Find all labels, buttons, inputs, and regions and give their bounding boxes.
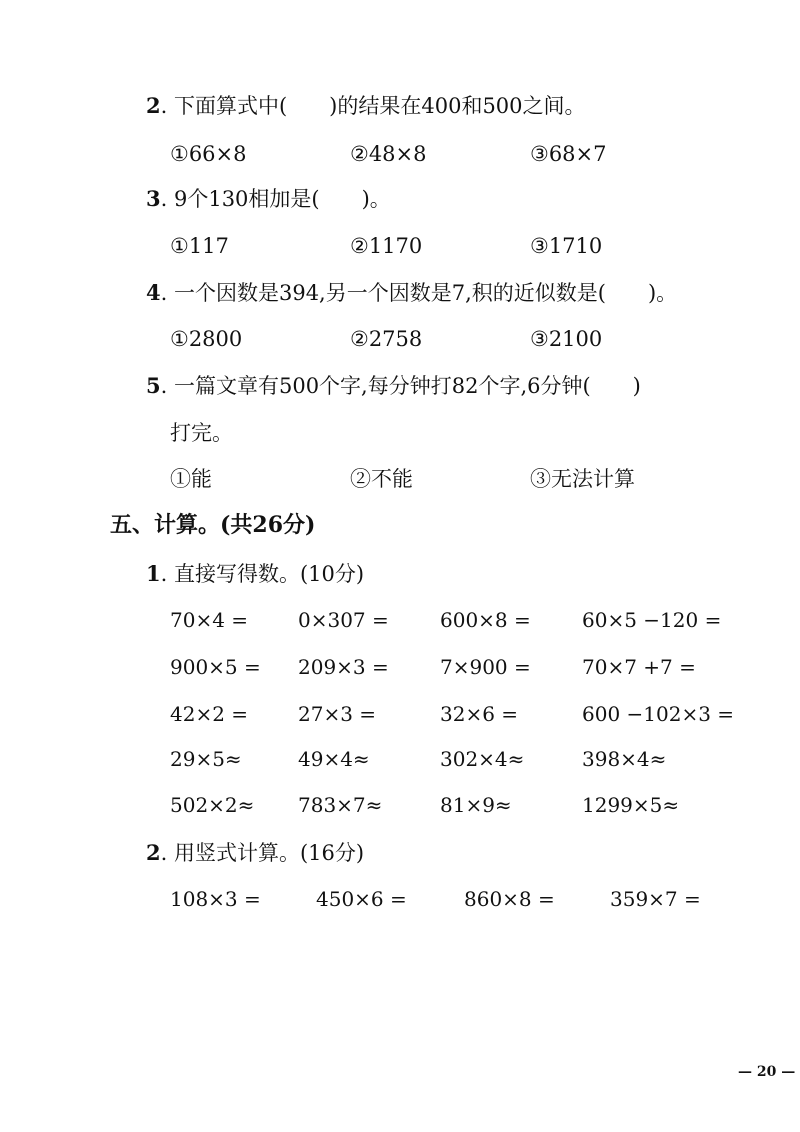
calc-item: 70×4 =: [170, 608, 249, 632]
option: ②不能: [350, 467, 413, 491]
calc-item: 32×6 =: [440, 702, 519, 726]
section-title: 五、计算。(共26分): [110, 512, 316, 538]
option: ③68×7: [530, 142, 607, 166]
option: ①117: [170, 234, 229, 258]
vertical-calc-item: 108×3 =: [170, 887, 261, 911]
calc-item: 81×9≈: [440, 793, 512, 817]
vertical-calc-item: 860×8 =: [464, 887, 555, 911]
part-text: . 直接写得数。(10分): [160, 562, 365, 586]
option: ③2100: [530, 327, 603, 351]
question-number: 4: [146, 280, 161, 305]
question-text-continued: 打完。: [170, 421, 233, 445]
option: ①能: [170, 467, 212, 491]
question-number: 5: [146, 373, 161, 398]
option: ②1170: [350, 234, 423, 258]
calc-item: 7×900 =: [440, 655, 531, 679]
question-text: . 下面算式中( )的结果在400和500之间。: [160, 94, 586, 118]
option: ②48×8: [350, 142, 427, 166]
part-2-title: [146, 838, 364, 868]
vertical-calc-item: 359×7 =: [610, 887, 701, 911]
calc-item: 0×307 =: [298, 608, 389, 632]
calc-item: 70×7 +7 =: [582, 655, 696, 679]
question-2: [146, 91, 586, 121]
question-text: . 一篇文章有500个字,每分钟打82个字,6分钟( ): [160, 374, 641, 398]
part-1-title: [146, 559, 364, 589]
calc-item: 29×5≈: [170, 747, 242, 771]
calc-item: 900×5 =: [170, 655, 261, 679]
calc-item: 502×2≈: [170, 793, 255, 817]
option: ①2800: [170, 327, 243, 351]
option: ③无法计算: [530, 467, 635, 491]
page-number: — 20 —: [738, 1064, 796, 1080]
question-3: [146, 184, 391, 214]
calc-item: 27×3 =: [298, 702, 377, 726]
question-number: 3: [146, 186, 161, 211]
part-number: 2: [146, 840, 161, 865]
calc-item: 302×4≈: [440, 747, 525, 771]
calc-item: 60×5 −120 =: [582, 608, 722, 632]
calc-item: 209×3 =: [298, 655, 389, 679]
question-text: . 一个因数是394,另一个因数是7,积的近似数是( )。: [160, 281, 678, 305]
calc-item: 398×4≈: [582, 747, 667, 771]
question-4: [146, 278, 677, 308]
question-number: 2: [146, 93, 161, 118]
calc-item: 1299×5≈: [582, 793, 680, 817]
calc-item: 600×8 =: [440, 608, 531, 632]
question-5: [146, 371, 641, 401]
calc-item: 49×4≈: [298, 747, 370, 771]
option: ③1710: [530, 234, 603, 258]
part-text: . 用竖式计算。(16分): [160, 841, 365, 865]
option: ②2758: [350, 327, 423, 351]
calc-item: 42×2 =: [170, 702, 249, 726]
vertical-calc-item: 450×6 =: [316, 887, 407, 911]
option: ①66×8: [170, 142, 247, 166]
part-number: 1: [146, 561, 161, 586]
question-text: . 9个130相加是( )。: [160, 187, 391, 211]
calc-item: 783×7≈: [298, 793, 383, 817]
calc-item: 600 −102×3 =: [582, 702, 735, 726]
